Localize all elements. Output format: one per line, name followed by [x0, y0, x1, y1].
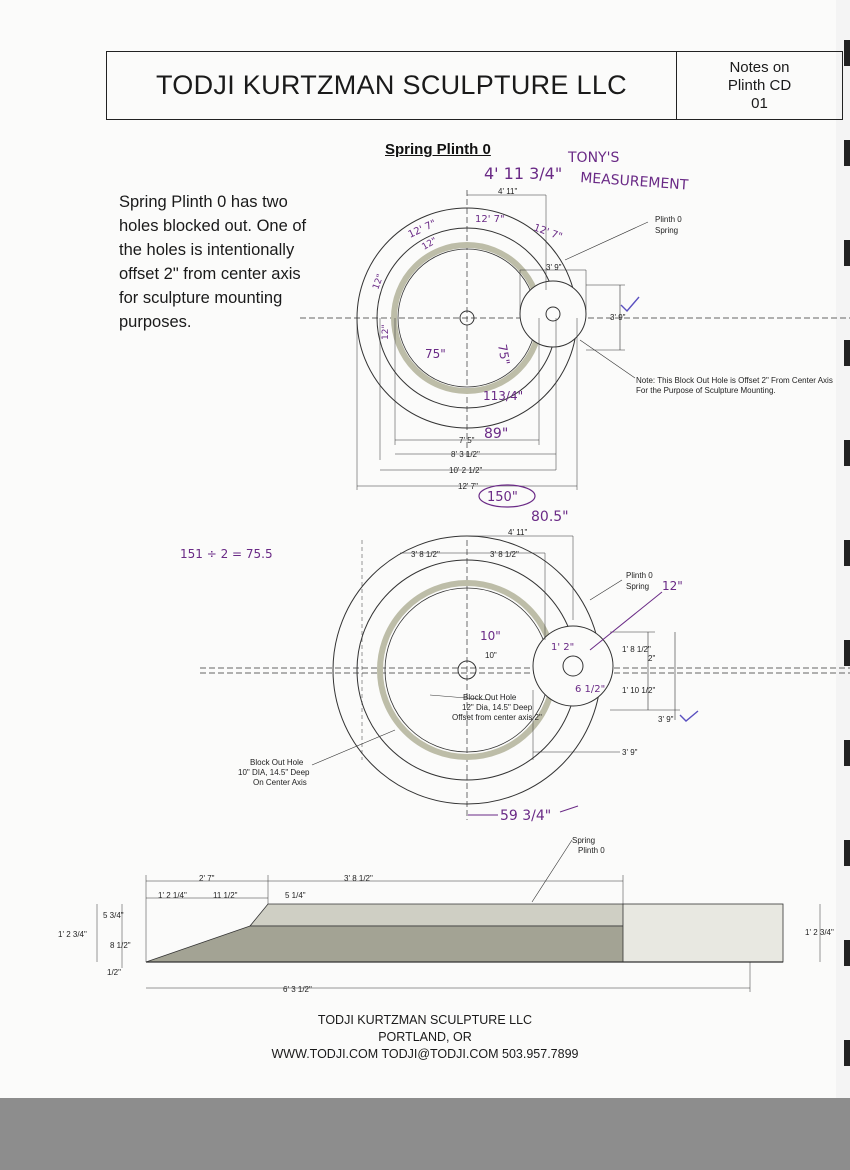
mid-dim-b: 2"	[648, 654, 656, 663]
hw-top-measurement: 4' 11 3/4"	[484, 164, 563, 183]
hw-h112: 1' 2"	[551, 642, 575, 653]
hw-d75b: 75"	[495, 343, 513, 367]
section-dim-bottom: 6' 3 1/2"	[283, 985, 312, 994]
mid-dim-a: 1' 8 1/2"	[622, 645, 651, 654]
company-title: TODJI KURTZMAN SCULPTURE LLC	[107, 52, 677, 119]
hw-r2: 12' 7"	[475, 214, 505, 225]
top-dim-width: 4' 11"	[498, 187, 518, 196]
section-dim-left-h: 1' 2 3/4"	[58, 930, 87, 939]
top-note-line2: For the Purpose of Sculpture Mounting.	[636, 386, 776, 395]
footer-company: TODJI KURTZMAN SCULPTURE LLC	[317, 1013, 533, 1027]
mid-dim-e: 3' 9"	[622, 748, 638, 757]
section-dim-1214: 1' 2 1/4"	[158, 891, 187, 900]
scan-background	[0, 1098, 850, 1170]
hw-h10: 10"	[480, 629, 501, 643]
hole10-line3: On Center Axis	[253, 778, 307, 787]
hw-d5934: 59 3/4"	[500, 808, 552, 824]
top-label-plinth: Plinth 0	[655, 215, 682, 224]
hw-d1134: 113/4"	[483, 389, 524, 403]
sheet-id-line3: 01	[751, 94, 768, 112]
top-dim-4: 12' 7"	[458, 482, 478, 491]
hole10-line2: 10" DIA, 14.5" Deep	[238, 768, 310, 777]
footer	[0, 1012, 850, 1063]
top-dim-3: 10' 2 1/2"	[449, 466, 483, 475]
hw-h12: 12"	[662, 579, 683, 593]
top-dim-2: 8' 3 1/2"	[451, 450, 480, 459]
hw-h612: 6 1/2"	[575, 684, 606, 695]
side-note: Spring Plinth 0 has two holes blocked out. One of the holes is intentionally offset 2" from center axis for sculpture mounting purposes.	[119, 193, 307, 331]
hw-r5: 12"	[371, 272, 387, 292]
top-dim-hole-h: 3' 9"	[610, 313, 626, 322]
mid-dim-right: 3' 8 1/2"	[490, 550, 519, 559]
top-dim-hole-w: 3' 9"	[546, 263, 562, 272]
mid-dim-left: 3' 8 1/2"	[411, 550, 440, 559]
mid-dim-c: 1' 10 1/2"	[622, 686, 656, 695]
hole12-line1: Block Out Hole	[463, 693, 517, 702]
sheet-id-line1: Notes on	[729, 58, 790, 76]
hole10-line1: Block Out Hole	[250, 758, 304, 767]
top-dim-1: 7' 5"	[459, 436, 475, 445]
section-label-plinth: Plinth 0	[578, 846, 605, 855]
section-dim-812: 8 1/2"	[110, 941, 131, 950]
section-label-spring: Spring	[572, 836, 596, 845]
section-top-tier	[250, 904, 640, 926]
section-view	[97, 840, 820, 992]
hw-d89: 89"	[484, 426, 509, 442]
hw-tonys: TONY'S	[568, 150, 620, 166]
sheet-id-line2: Plinth CD	[727, 76, 792, 94]
hw-measurement: MEASUREMENT	[579, 170, 689, 194]
section-dim-534: 5 3/4"	[103, 911, 124, 920]
footer-location: PORTLAND, OR	[378, 1030, 472, 1044]
mid-label-spring: Spring	[626, 582, 650, 591]
hw-r6: 12"	[381, 324, 391, 340]
hw-r4: 12"	[420, 236, 440, 253]
mid-dim-top: 4' 11"	[508, 528, 528, 537]
check-mark	[621, 297, 639, 311]
hw-d150: 150"	[487, 490, 518, 505]
section-dim-12: 1/2"	[107, 968, 121, 977]
check-mark	[680, 711, 698, 721]
section-dim-27: 2' 7"	[199, 874, 215, 883]
top-label-spring: Spring	[655, 226, 679, 235]
mid-dim-center: 10"	[485, 651, 497, 660]
section-right-block	[623, 904, 783, 962]
mid-dim-d: 3' 9"	[658, 715, 674, 724]
top-note-line1: Note: This Block Out Hole is Offset 2" From Center Axis	[636, 376, 833, 385]
hole12-line2: 12" Dia, 14.5" Deep	[462, 703, 533, 712]
mid-label-plinth: Plinth 0	[626, 571, 653, 580]
section-dim-514: 5 1/4"	[285, 891, 306, 900]
hw-d75a: 75"	[425, 347, 446, 361]
section-dim-right-h: 1' 2 3/4"	[805, 928, 834, 937]
offset-circle	[520, 281, 586, 347]
hw-calc: 151 ÷ 2 = 75.5	[180, 547, 273, 561]
footer-contact: WWW.TODJI.COM TODJI@TODJI.COM 503.957.7899	[271, 1047, 579, 1061]
hw-r1: 12' 7"	[406, 218, 439, 241]
hw-r3: 12' 7"	[531, 222, 564, 243]
hole12-line3: Offset from center axis 2"	[452, 713, 542, 722]
hw-d805: 80.5"	[531, 509, 569, 525]
section-dim-1112: 11 1/2"	[213, 891, 238, 900]
section-dim-385: 3' 8 1/2"	[344, 874, 373, 883]
sheet-title: Spring Plinth 0	[385, 141, 491, 158]
